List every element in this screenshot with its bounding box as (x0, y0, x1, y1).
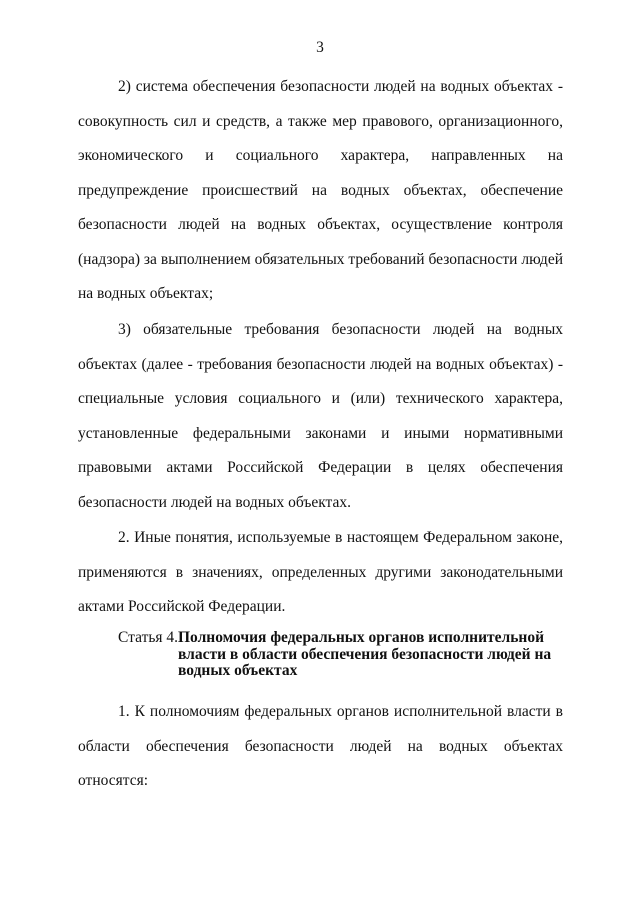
page-number: 3 (316, 39, 324, 56)
paragraph-article-4-point-1: 1. К полномочиям федеральных органов исполнительной власти в области обеспечения безопасности людей на водных объектах относятся: (78, 703, 563, 789)
paragraph-point-2: 2. Иные понятия, используемые в настоящем Федеральном законе, применяются в значениях, определенных другими законодательными актами Российской Федерации. (78, 529, 563, 615)
paragraph-item-2: 2) система обеспечения безопасности людей на водных объектах - совокупность сил и средств, а также мер правового, организационного, экономического и социального характера, направленных на предупреждение происшествий на водных объектах, обеспечение безопасности людей на водных объектах, осуществление контроля (надзора) за выполнением обязательных требований безопасности людей на водных объектах; (78, 78, 563, 302)
paragraph-item-3: 3) обязательные требования безопасности людей на водных объектах (далее - требования безопасности людей на водных объектах) - специальные условия социального и (или) технического характера, установленные федеральными законами и иными нормативными правовыми актами Российской Федерации в целях обеспечения безопасности людей на водных объектах. (78, 321, 563, 511)
article-label: Статья 4. (118, 629, 179, 646)
article-title: Полномочия федеральных органов исполнительной власти в области обеспечения безопасности людей на водных объектах (178, 629, 552, 679)
